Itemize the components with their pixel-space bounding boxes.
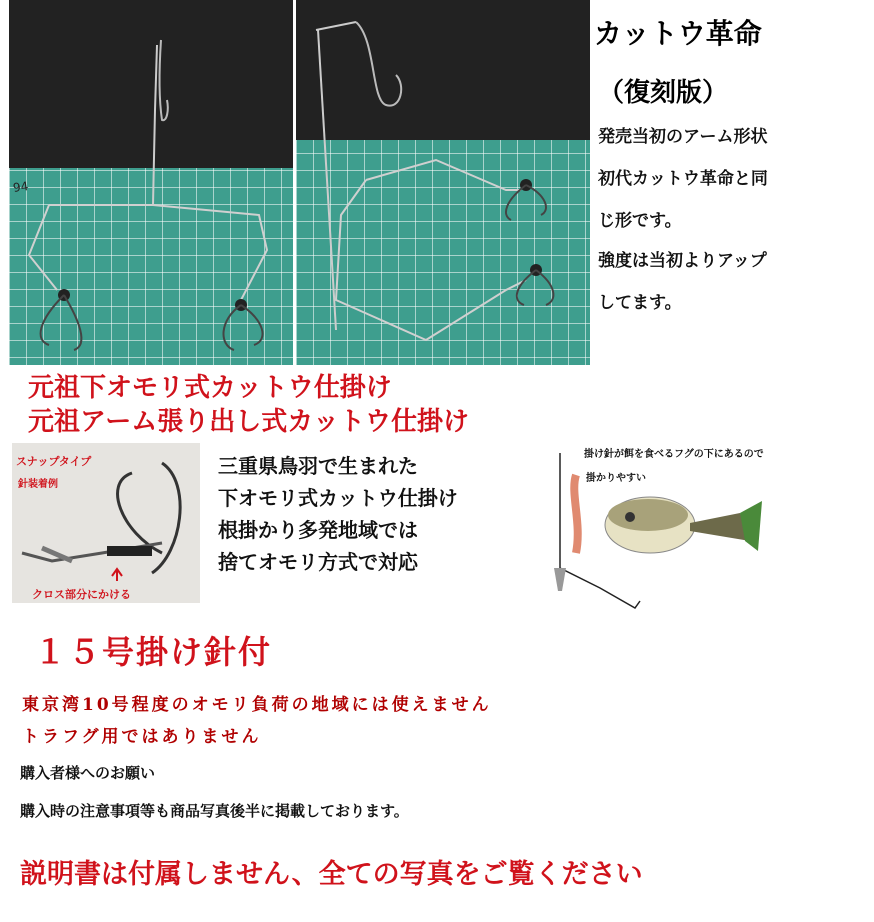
hook-example-label: 針装着例 — [18, 479, 58, 490]
diagram-note-2: 掛かりやすい — [586, 473, 646, 484]
cross-part-label: クロス部分にかける — [32, 588, 131, 601]
product-subtitle: （復刻版） — [598, 78, 729, 108]
rig-wire-illustration-1 — [9, 0, 293, 365]
sinker-shape — [554, 568, 566, 591]
description-line-3: じ形です。 — [598, 211, 682, 231]
snap-hook-illustration — [12, 443, 200, 603]
request-heading: 購入者様へのお願い — [20, 764, 156, 782]
description-line-5: してます。 — [598, 293, 682, 313]
fugu-diagram — [540, 443, 830, 618]
snap-type-label: スナップタイプ — [16, 455, 92, 468]
ruler-number: 94 — [12, 179, 30, 195]
diagram-note-1: 掛け針が餌を食べるフグの下にあるので — [584, 449, 764, 460]
shrimp-bait — [574, 475, 577, 553]
middle-text-line-2: 下オモリ式カットウ仕掛け — [218, 486, 458, 510]
rig-wire-illustration-2 — [296, 0, 590, 365]
description-line-4: 強度は当初よりアップ — [598, 251, 767, 271]
middle-text-line-3: 根掛かり多発地域では — [218, 518, 418, 542]
product-photo-2 — [296, 0, 590, 365]
headline-1: 元祖下オモリ式カットウ仕掛け — [28, 373, 392, 403]
middle-text-line-1: 三重県鳥羽で生まれた — [218, 454, 418, 478]
headline-2: 元祖アーム張り出し式カットウ仕掛け — [28, 407, 469, 437]
hook-size-label: １５号掛け針付 — [34, 633, 273, 671]
warning-line-2: トラフグ用ではありません — [22, 727, 262, 747]
product-title: カットウ革命 — [594, 17, 762, 50]
snap-hook-photo — [12, 443, 200, 603]
request-text: 購入時の注意事項等も商品写真後半に掲載しております。 — [20, 802, 409, 820]
product-photo-1 — [9, 0, 293, 365]
warning-line-1: 東京湾10号程度のオモリ負荷の地域には使えません — [22, 695, 492, 715]
footer-notice: 説明書は付属しません、全ての写真をご覧ください — [20, 859, 643, 890]
description-line-1: 発売当初のアーム形状 — [598, 127, 768, 147]
middle-text-line-4: 捨てオモリ方式で対応 — [218, 550, 418, 574]
fugu-illustration — [540, 443, 830, 618]
description-line-2: 初代カットウ革命と同 — [598, 169, 768, 189]
